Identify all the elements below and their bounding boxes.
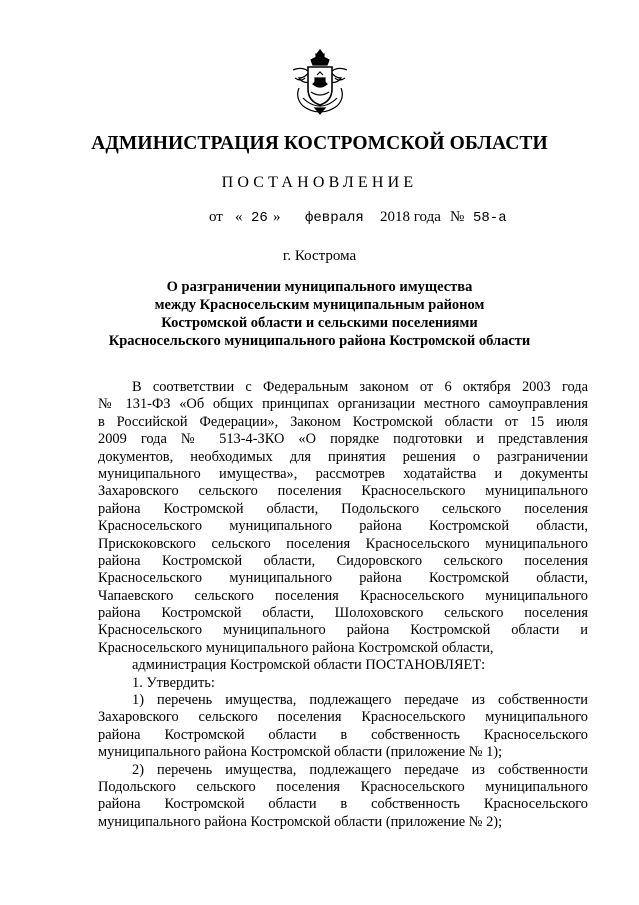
body-line: района Костромской области, Подольского сельского поселения xyxy=(98,500,588,517)
body-line: 1) перечень имущества, подлежащего передаче из собственности xyxy=(132,692,588,709)
title-line: между Красносельским муниципальным районом xyxy=(154,297,485,313)
date-year: 2018 года xyxy=(380,209,441,225)
body-line: Захаровского сельского поселения Красносельского муниципального xyxy=(98,483,588,500)
body-line: Чапаевского сельского поселения Красносельского муниципального xyxy=(98,587,588,604)
body-line: муниципального района Костромской области (приложение № 1); xyxy=(98,744,503,761)
body-line: в Российской Федерации», Законом Костромской области от 15 июля xyxy=(98,413,588,430)
body-line: № 131-ФЗ «Об общих принципах организации местного самоуправления xyxy=(98,396,588,413)
date-month: февраля xyxy=(305,210,364,226)
document-body xyxy=(98,379,588,831)
date-prefix: от xyxy=(209,209,223,225)
body-line: Красносельского муниципального района Костромской области, xyxy=(98,570,588,587)
organization-name: АДМИНИСТРАЦИЯ КОСТРОМСКОЙ ОБЛАСТИ xyxy=(91,133,548,154)
city: г. Кострома xyxy=(282,248,357,264)
body-line: Захаровского сельского поселения Красносельского муниципального xyxy=(98,709,588,726)
title-line: Костромской области и сельскими поселениями xyxy=(161,315,478,331)
body-line: Красносельского муниципального района Костромской области, xyxy=(98,639,494,656)
body-line: района Костромской области, Сидоровского сельского поселения xyxy=(98,552,588,569)
body-line: В соответствии с Федеральным законом от 6 октября 2003 года xyxy=(132,379,588,395)
body-line: района Костромской области в собственность Красносельского xyxy=(98,726,588,743)
body-line: района Костромской области, Шолоховского сельского поселения xyxy=(98,605,588,622)
body-line: 2009 года № 513-4-ЗКО «О порядке подготовки и представления xyxy=(98,431,588,448)
quote-close: » xyxy=(273,209,281,225)
body-line: муниципального района Костромской области (приложение № 2); xyxy=(98,813,503,830)
body-line: Подольского сельского поселения Красносельского муниципального xyxy=(98,778,588,795)
document-number: 58-а xyxy=(473,210,507,226)
body-line: документов, необходимых для принятия решения о разграничении xyxy=(98,448,588,465)
body-line: администрация Костромской области ПОСТАНОВЛЯЕТ: xyxy=(132,657,486,674)
date-line xyxy=(0,209,639,229)
number-sign: № xyxy=(450,209,465,225)
document-title xyxy=(0,278,639,350)
body-line: района Костромской области в собственность Красносельского xyxy=(98,796,588,813)
coat-of-arms-emblem xyxy=(289,48,351,116)
title-line: О разграничении муниципального имущества xyxy=(166,279,473,295)
body-line: Красносельского муниципального района Костромской области, xyxy=(98,518,588,535)
body-line: 2) перечень имущества, подлежащего передаче из собственности xyxy=(132,761,588,778)
body-line: 1. Утвердить: xyxy=(132,674,215,691)
body-line: Прискоковского сельского поселения Красносельского муниципального xyxy=(98,535,588,552)
body-line: Красносельского муниципального района Костромской области и xyxy=(98,622,588,639)
document-type: ПОСТАНОВЛЕНИЕ xyxy=(221,174,418,191)
date-day: 26 xyxy=(251,210,268,226)
title-line: Красносельского муниципального района Костромской области xyxy=(108,333,531,349)
quote-open: « xyxy=(235,209,243,225)
body-line: муниципального имущества», рассмотрев ходатайства и документы xyxy=(98,465,588,482)
